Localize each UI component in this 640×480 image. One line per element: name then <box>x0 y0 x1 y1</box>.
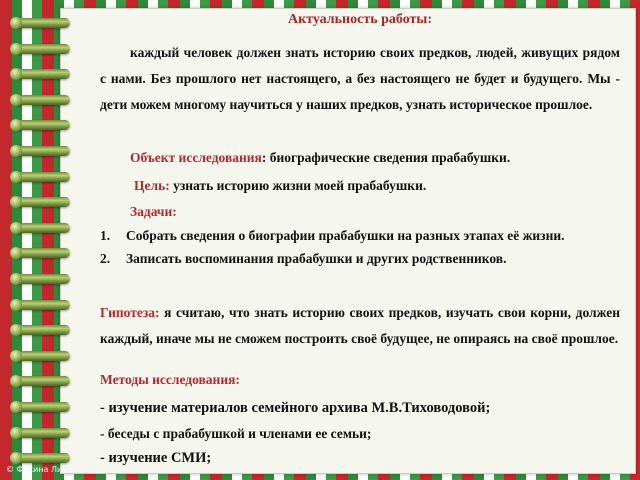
binder-ring <box>14 44 70 54</box>
binder-ring <box>14 18 70 28</box>
binder-ring <box>14 120 70 130</box>
tasks-label: Задачи: <box>130 204 177 219</box>
methods-label: Методы исследования: <box>100 372 240 387</box>
binder-ring <box>14 325 70 335</box>
binder-ring <box>14 274 70 284</box>
task-number: 1. <box>100 228 111 243</box>
relevance-paragraph: каждый человек должен знать историю своих предков, людей, живущих рядом с нами. Без прошлого нет настоящего, а без настоящего не будет и будущего. Мы - дети можем многому научиться у наших предков, узнать историческое прошлое. <box>100 45 620 112</box>
binder-ring <box>14 351 70 361</box>
hypothesis-text: я считаю, что знать историю своих предков, изучать свои корни, должен каждый, иначе мы не сможем построить своё будущее, не опираясь на своё прошлое. <box>100 305 620 346</box>
binder-ring <box>14 69 70 79</box>
binder-ring <box>14 428 70 438</box>
relevance-title: Актуальность работы: <box>287 12 432 27</box>
binder-ring <box>14 172 70 182</box>
binder-ring <box>14 197 70 207</box>
research-object <box>130 150 640 166</box>
task-text: Записать воспоминания прабабушки и других родственников. <box>126 251 507 266</box>
goal-label: Цель: <box>134 178 170 193</box>
task-item <box>100 251 620 267</box>
method-item: - беседы с прабабушкой и членами ее семьи; <box>100 426 372 441</box>
binder-ring <box>14 376 70 386</box>
binder-ring <box>14 248 70 258</box>
goal-text: узнать историю жизни моей прабабушки. <box>169 178 427 193</box>
binder-ring <box>14 453 70 463</box>
method-item: - изучение СМИ; <box>100 450 212 466</box>
object-text: : биографические сведения прабабушки. <box>261 150 511 165</box>
binder-ring <box>14 402 70 412</box>
binder-ring <box>14 300 70 310</box>
binder-ring <box>14 223 70 233</box>
binder-ring <box>14 95 70 105</box>
task-number: 2. <box>100 251 111 266</box>
copyright-footer: © Фокина Лидия Петровна <box>6 465 121 474</box>
research-goal <box>134 178 640 194</box>
binder-ring <box>14 146 70 156</box>
hypothesis-paragraph <box>100 300 620 352</box>
method-item: - изучение материалов семейного архива М.В.Тиховодовой; <box>100 400 491 416</box>
object-label: Объект исследования <box>130 150 262 165</box>
hypothesis-label: Гипотеза: <box>100 305 160 320</box>
task-text: Собрать сведения о биографии прабабушки на разных этапах её жизни. <box>126 228 565 243</box>
task-item <box>100 228 620 244</box>
